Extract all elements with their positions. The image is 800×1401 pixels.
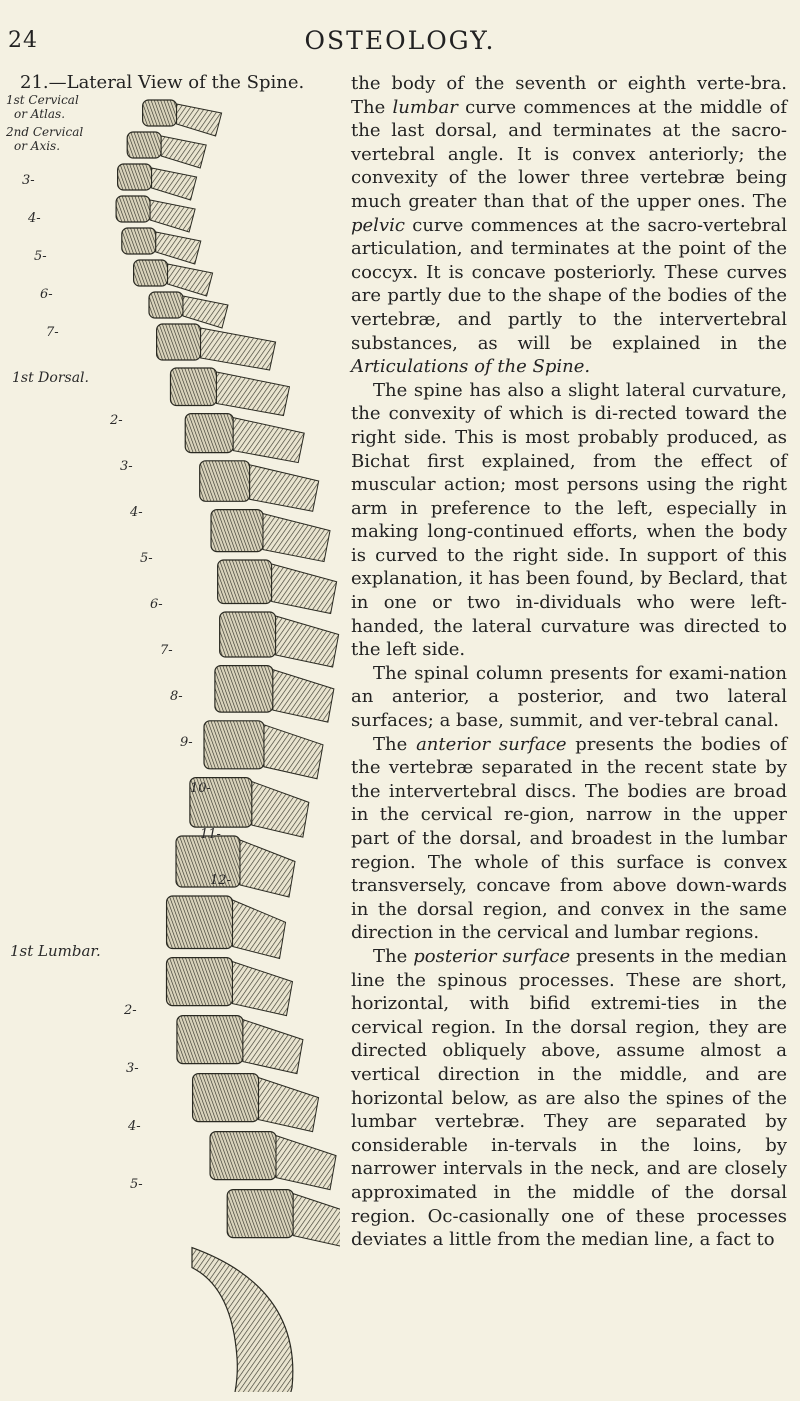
spinous-process	[233, 962, 293, 1016]
spinous-process	[233, 900, 286, 959]
spinous-process	[201, 328, 276, 370]
vertebra-body	[204, 721, 264, 769]
dorsal-number: 8-	[170, 689, 183, 704]
page-header	[0, 26, 800, 56]
paragraph-anterior-surface: The anterior surface presents the bodies of the vertebræ separated in the recent state by the intervertebral discs. The bodies are broad in the cervical re-gion, narrow in the upper part of the dorsal, and broadest in the lumbar region. The whole of this surface is convex transversely, concave from above down-wards in the dorsal region, and convex in the same direction in the cervical and lumbar regions.	[351, 733, 788, 944]
spine-illustration	[0, 72, 340, 1392]
paragraph-lateral-curvature: The spine has also a slight lateral curvature, the convexity of which is di-rected toward the right side. This is most probably produced, as Bichat first explained, from the effect of muscular action; most persons using the right arm in preference to the left, especially in making long-continued efforts, when the body is curved to the right side. In support of this explanation, it has been found, by Beclard, that in one or two in-dividuals who were left-handed, the lateral curvature was directed to the left side.	[351, 379, 787, 661]
dorsal-number: 6-	[150, 597, 163, 612]
dorsal-number: 9-	[180, 735, 193, 750]
spinous-process	[183, 296, 228, 328]
vertebra-body	[116, 196, 150, 222]
paragraph-posterior-surface: The posterior surface presents in the median line the spinous processes. These are short, horizontal, with bifid extremi-ties in the cervical region. In the dorsal region, they are directed obliquely above, assume almost a vertical direction in the middle, and are horizontal below, as are also the spines of the lumbar vertebræ. They are separated by considerable in-tervals in the loins, by narrower intervals in the neck, and are closely approximated in the middle of the dorsal region. Oc-casionally one of these processes deviates a little from the median line, a fact to	[351, 945, 787, 1251]
vertebra-body	[200, 461, 250, 502]
spinous-process	[161, 136, 206, 168]
spinous-process	[276, 616, 339, 667]
vertebra-body	[149, 292, 183, 318]
lumbar-number: 3-	[126, 1061, 139, 1076]
vertebra-body	[167, 896, 233, 949]
dorsal-number: 12-	[210, 873, 231, 888]
spinous-process	[272, 564, 337, 614]
spinous-process	[177, 104, 222, 136]
dorsal-number: 10-	[190, 781, 211, 796]
dorsal-number: 3-	[120, 459, 133, 474]
vertebra-body	[170, 368, 216, 406]
vertebra-body	[157, 324, 201, 360]
cervical-number: 5-	[34, 249, 47, 264]
spinous-process	[240, 840, 295, 897]
spinous-process	[156, 232, 201, 264]
vertebra-body	[227, 1190, 293, 1238]
dorsal-number: 2-	[110, 413, 123, 428]
vertebra-body	[215, 666, 273, 713]
spinous-process	[259, 1078, 319, 1132]
label-first-cervical: 1st Cervical	[6, 93, 79, 107]
vertebra-body	[211, 510, 263, 552]
spinous-process	[152, 168, 197, 200]
dorsal-number: 11-	[200, 827, 221, 842]
cervical-number: 7-	[46, 325, 59, 340]
spinous-process	[293, 1194, 340, 1248]
label-second-cervical: 2nd Cervical	[6, 125, 84, 139]
spinous-process	[276, 1136, 336, 1190]
dorsal-number: 5-	[140, 551, 153, 566]
spinous-process	[216, 372, 289, 416]
figure-caption: 21.—Lateral View of the Spine.	[20, 72, 305, 93]
dorsal-number: 4-	[130, 505, 143, 520]
vertebra-body	[218, 560, 272, 604]
label-axis: or Axis.	[14, 139, 61, 153]
vertebra-body	[220, 612, 276, 657]
vertebra-body	[127, 132, 161, 158]
spinous-process	[150, 200, 195, 232]
vertebrae-group	[116, 100, 340, 1392]
page-number: 24	[8, 28, 38, 53]
cervical-number: 4-	[28, 211, 41, 226]
paragraph-curves: the body of the seventh or eighth verte-bra. The lumbar curve commences at the middle of the last dorsal, and terminates at the sacro-vertebral angle. It is convex anteriorly; the convexity of the lower three vertebræ being much greater than that of the upper ones. The pelvic curve commences at the sacro-vertebral articulation, and terminates at the point of the coccyx. It is concave posteriorly. These curves are partly due to the shape of the bodies of the vertebræ, and partly to the intervertebral substances, as will be explained in the Articulations of the Spine.	[351, 73, 788, 378]
lumbar-number: 2-	[124, 1003, 137, 1018]
spine-figure	[0, 72, 340, 1392]
vertebra-body	[210, 1132, 276, 1180]
spinous-process	[250, 465, 319, 512]
vertebra-body	[177, 1016, 243, 1064]
spinous-process	[264, 725, 323, 779]
vertebra-body	[122, 228, 156, 254]
paragraph-surfaces: The spinal column presents for exami-nation an anterior, a posterior, and two lateral surfaces; a base, summit, and ver-tebral canal.	[351, 662, 787, 732]
spinous-process	[233, 418, 304, 463]
vertebra-body	[185, 414, 233, 453]
cervical-number: 6-	[40, 287, 53, 302]
sacrum	[172, 1248, 293, 1392]
spinous-process	[243, 1020, 303, 1074]
cervical-number: 3-	[22, 173, 35, 188]
vertebra-body	[118, 164, 152, 190]
label-first-dorsal: 1st Dorsal.	[12, 370, 89, 386]
dorsal-number: 7-	[160, 643, 173, 658]
vertebra-body	[143, 100, 177, 126]
lumbar-number: 5-	[130, 1177, 143, 1192]
lumbar-number: 4-	[128, 1119, 141, 1134]
body-text	[351, 72, 787, 1252]
label-atlas: or Atlas.	[14, 107, 66, 121]
vertebra-body	[167, 958, 233, 1006]
spinous-process	[252, 782, 309, 838]
spinous-process	[263, 514, 330, 562]
spinous-process	[168, 264, 213, 296]
spinous-process	[273, 670, 334, 723]
running-title: OSTEOLOGY.	[304, 26, 496, 55]
vertebra-body	[134, 260, 168, 286]
label-first-lumbar: 1st Lumbar.	[10, 942, 101, 960]
vertebra-body	[193, 1074, 259, 1122]
